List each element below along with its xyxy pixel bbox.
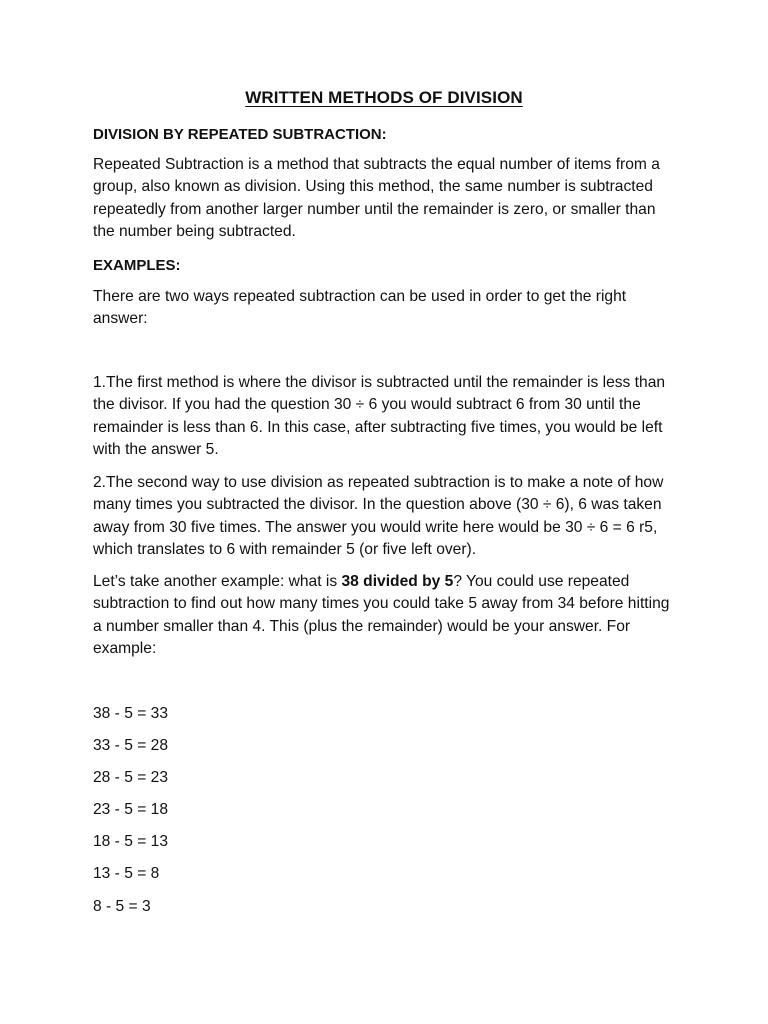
calculation-line: 23 - 5 = 18 [93, 801, 168, 818]
section-heading: DIVISION BY REPEATED SUBTRACTION: [93, 126, 387, 143]
page-title: WRITTEN METHODS OF DIVISION [245, 88, 523, 107]
another-example-text-start: Let’s take another example: what is [93, 573, 342, 590]
calculation-line: 38 - 5 = 33 [93, 705, 168, 722]
calculation-line: 13 - 5 = 8 [93, 865, 160, 882]
intro-paragraph: Repeated Subtraction is a method that subtracts the equal number of items from a group, also known as division. Using this method, the same number is subtracted repeatedly from another larger number until the remainder is zero, or smaller than the number being subtracted. [93, 156, 660, 240]
another-example-paragraph [93, 571, 677, 660]
method-one-paragraph: 1.The first method is where the divisor is subtracted until the remainder is less than the divisor. If you had the question 30 ÷ 6 you would subtract 6 from 30 until the remainder is less than 6. In this case, after subtracting five times, you would be left with the answer 5. [93, 374, 666, 458]
examples-heading: EXAMPLES: [93, 257, 181, 274]
another-example-text-end: ? You could use repeated subtraction to find out how many times you could take 5 away from 34 before hitting a number smaller than 4. This (plus the remainder) would be your answer. For example: [93, 573, 670, 657]
calculation-line: 18 - 5 = 13 [93, 833, 168, 850]
calculation-line: 8 - 5 = 3 [93, 898, 151, 915]
method-two-paragraph: 2.The second way to use division as repeated subtraction is to make a note of how many times you subtracted the divisor. In the question above (30 ÷ 6), 6 was taken away from 30 five times. The answer you would write here would be 30 ÷ 6 = 6 r5, which translates to 6 with remainder 5 (or five left over). [93, 474, 664, 558]
calculation-line: 28 - 5 = 23 [93, 769, 168, 786]
calculation-line: 33 - 5 = 28 [93, 737, 168, 754]
another-example-bold-text: 38 divided by 5 [341, 573, 454, 590]
two-ways-paragraph: There are two ways repeated subtraction can be used in order to get the right answer: [93, 288, 627, 328]
